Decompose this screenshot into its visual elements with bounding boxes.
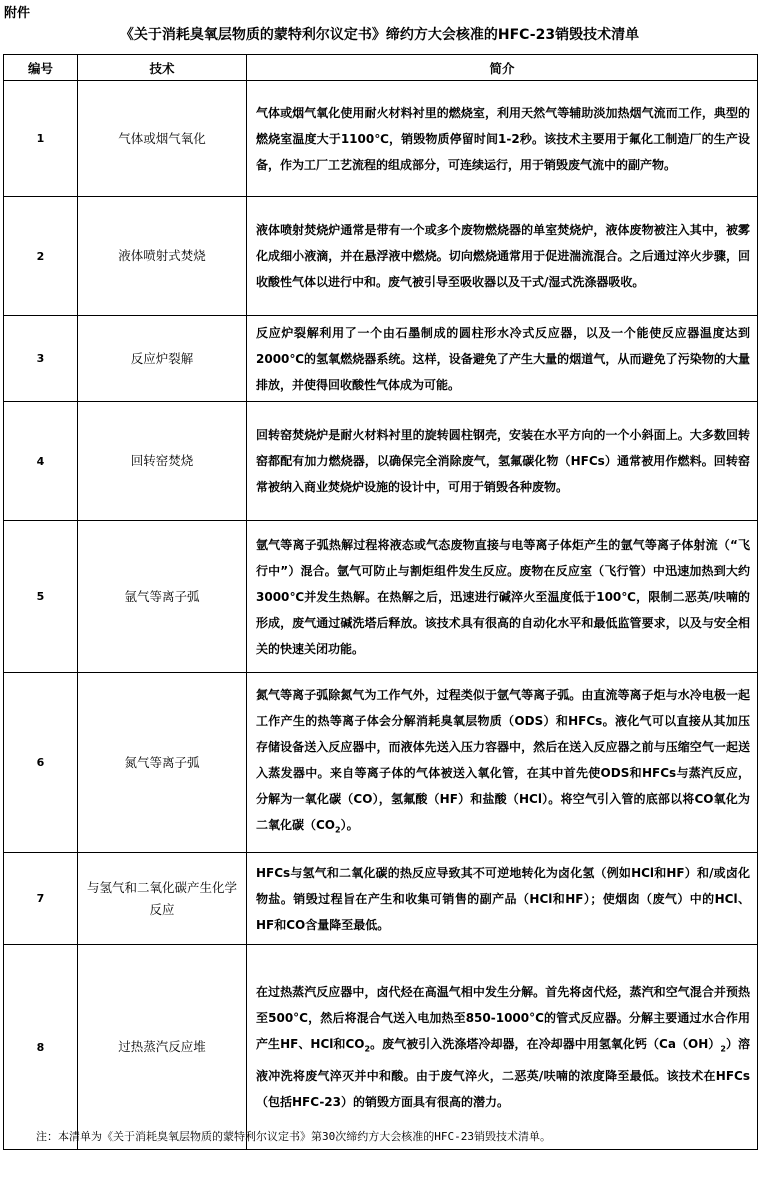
- description-text: ）溶液冲洗将废气淬灭并中和酸。由于废气淬火，二恶英/呋喃的浓度降至最低。该技术在HFCs（包括HFC-23）的销毁方面具有很高的潜力。: [256, 1037, 750, 1109]
- column-header-technology: 技术: [78, 55, 247, 81]
- technology-description: 回转窑焚烧炉是耐火材料衬里的旋转圆柱钢壳，安装在水平方向的一个小斜面上。大多数回转窑都配有加力燃烧器，以确保完全消除废气，氢氟碳化物（HFCs）通常被用作燃料。回转窑常被纳入商业焚烧炉设施的设计中，可用于销毁各种废物。: [247, 402, 758, 521]
- attachment-label: 附件: [4, 6, 31, 21]
- table-row: [4, 316, 758, 402]
- row-number: 3: [4, 316, 78, 402]
- table-row: [4, 402, 758, 521]
- footnote: 注：本清单为《关于消耗臭氧层物质的蒙特利尔议定书》第30次缔约方大会核准的HFC-23销毁技术清单。: [36, 1130, 551, 1143]
- subscript: 2: [364, 1044, 371, 1054]
- technology-description: 气体或烟气氧化使用耐火材料衬里的燃烧室，利用天然气等辅助淡加热烟气流而工作，典型的燃烧室温度大于1100℃，销毁物质停留时间1-2秒。该技术主要用于氟化工制造厂的生产设备，作为工厂工艺流程的组成部分，可连续运行，用于销毁废气流中的副产物。: [247, 81, 758, 197]
- page-title: 《关于消耗臭氧层物质的蒙特利尔议定书》缔约方大会核准的HFC-23销毁技术清单: [119, 27, 640, 43]
- technology-description: 液体喷射焚烧炉通常是带有一个或多个废物燃烧器的单室焚烧炉，液体废物被注入其中，被雾化成细小液滴，并在悬浮液中燃烧。切向燃烧通常用于促进湍流混合。之后通过淬火步骤，回收酸性气体以进行中和。废气被引导至吸收器以及干式/湿式洗涤器吸收。: [247, 197, 758, 316]
- row-number: 7: [4, 853, 78, 945]
- table-row: [4, 81, 758, 197]
- table-row: [4, 945, 758, 1150]
- technology-name: 氩气等离子弧: [78, 521, 247, 673]
- row-number: 8: [4, 945, 78, 1150]
- technology-name: 氮气等离子弧: [78, 673, 247, 853]
- technology-table: [3, 54, 758, 1150]
- subscript: 2: [720, 1044, 726, 1054]
- technology-name: 反应炉裂解: [78, 316, 247, 402]
- description-text: 氮气等离子弧除氮气为工作气外，过程类似于氩气等离子弧。由直流等离子炬与水冷电极一起工作产生的热等离子体会分解消耗臭氧层物质（ODS）和HFCs。液化气可以直接从其加压存储设备送入反应器中，而液体先送入压力容器中，然后在送入反应器之前与压缩空气一起送入蒸发器中。来自等离子体的气体被送入氧化管，在其中首先使ODS和HFCs与蒸汽反应，分解为一氧化碳（CO），氢氟酸（HF）和盐酸（HCl）。将空气引入管的底部以将CO氧化为二氧化碳（CO: [256, 687, 750, 832]
- technology-description: 氩气等离子弧热解过程将液态或气态废物直接与电等离子体炬产生的氩气等离子体射流（“飞行中”）混合。氩气可防止与割炬组件发生反应。废物在反应室（飞行管）中迅速加热到大约3000℃并发生热解。在热解之后，迅速进行碱淬火至温度低于100℃，限制二恶英/呋喃的形成，废气通过碱洗塔后释放。该技术具有很高的自动化水平和最低监管要求，以及与安全相关的快速关闭功能。: [247, 521, 758, 673]
- table-row: [4, 521, 758, 673]
- row-number: 1: [4, 81, 78, 197]
- technology-name: 与氢气和二氧化碳产生化学反应: [78, 853, 247, 945]
- row-number: 6: [4, 673, 78, 853]
- technology-description: 反应炉裂解利用了一个由石墨制成的圆柱形水冷式反应器，以及一个能使反应器温度达到2000℃的氢氧燃烧器系统。这样，设备避免了产生大量的烟道气，从而避免了污染物的大量排放，并使得回收酸性气体成为可能。: [247, 316, 758, 402]
- row-number: 5: [4, 521, 78, 673]
- description-text: ）。: [340, 817, 359, 832]
- technology-name: 气体或烟气氧化: [78, 81, 247, 197]
- table-row: [4, 197, 758, 316]
- technology-description: [247, 945, 758, 1150]
- technology-name: 过热蒸汽反应堆: [78, 945, 247, 1150]
- column-header-number: 编号: [4, 55, 78, 81]
- column-header-description: 简介: [247, 55, 758, 81]
- table-row: [4, 853, 758, 945]
- row-number: 2: [4, 197, 78, 316]
- row-number: 4: [4, 402, 78, 521]
- description-text: 。废气被引入洗涤塔冷却器，在冷却器中用氢氧化钙（Ca（OH）: [370, 1037, 721, 1052]
- table-row: [4, 673, 758, 853]
- table-header-row: [4, 55, 758, 81]
- subscript: 2: [335, 825, 341, 835]
- technology-description: HFCs与氢气和二氧化碳的热反应导致其不可逆地转化为卤化氢（例如HCl和HF）和/或卤化物盐。销毁过程旨在产生和收集可销售的副产品（HCl和HF）；使烟囱（废气）中的HCl、HF和CO含量降至最低。: [247, 853, 758, 945]
- description-text: 在过热蒸汽反应器中，卤代烃在高温气相中发生分解。首先将卤代烃，蒸汽和空气混合并预热至500°C，然后将混合气送入电加热至850-1000°C的管式反应器。分解主要通过水合作用产生HF、HCl和CO: [256, 985, 750, 1052]
- technology-description: [247, 673, 758, 853]
- technology-name: 回转窑焚烧: [78, 402, 247, 521]
- technology-name: 液体喷射式焚烧: [78, 197, 247, 316]
